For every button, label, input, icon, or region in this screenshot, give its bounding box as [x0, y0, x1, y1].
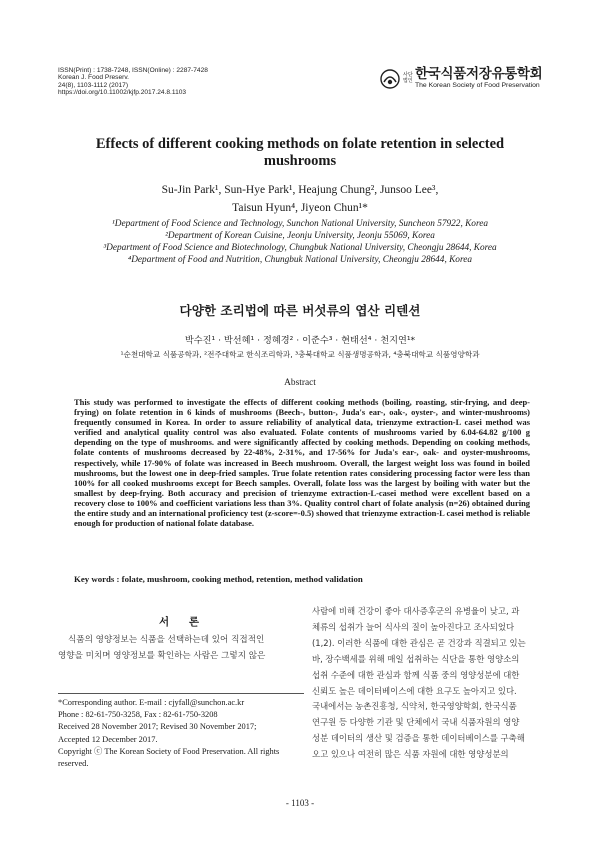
journal-doi-link[interactable]: https://doi.org/10.11002/kjfp.2017.24.8.1103 [58, 88, 187, 96]
corresponding-footnote [58, 693, 304, 770]
body-line: 신뢰도 높은 데이터베이스에 대한 요구도 높아지고 있다. [312, 685, 517, 696]
body-line: 섭취 수준에 대한 관심과 함께 식품 중의 영양성분에 대한 [312, 669, 520, 680]
body-line: 식품의 영양정보는 식품을 선택하는데 있어 직접적인 [68, 635, 265, 645]
body-line: 영향을 미치며 영양정보를 확인하는 사람은 그렇지 않은 [58, 651, 266, 661]
right-column-body [312, 604, 548, 763]
received-date: Received 28 November 2017; Revised 30 November 2017; [58, 722, 257, 732]
accepted-date: Accepted 12 December 2017. [58, 734, 158, 744]
body-line: 바, 장수백세를 위해 매일 섭취하는 식단을 통한 영양소의 [312, 653, 520, 664]
society-name-en: The Korean Society of Food Preservation [415, 82, 540, 89]
society-header [380, 67, 542, 90]
corresponding-author: *Corresponding author. E-mail : cjyfall@sunchon.ac.kr [58, 698, 245, 707]
journal-meta [58, 67, 208, 96]
body-line: 연구원 등 다양한 기관 및 단체에서 국내 식품자원의 영양 [312, 717, 520, 728]
affiliation-2: ²Department of Korean Cuisine, Jeonju University, Jeonju 55069, Korea [165, 231, 435, 241]
authors-line-2: Taisun Hyun⁴, Jiyeon Chun¹* [232, 202, 368, 214]
society-small-label: 사단 법인 [403, 72, 413, 84]
journal-volume: 24(8), 1103-1112 (2017) [58, 81, 129, 89]
left-column-body [58, 632, 304, 664]
paper-title: Effects of different cooking methods on folate retention in selected mushrooms [95, 136, 505, 169]
body-line: (1,2). 이러한 식품에 대한 관심은 곧 건강과 직결되고 있는 [312, 637, 526, 648]
abstract-heading: Abstract [284, 378, 316, 388]
journal-issn: ISSN(Print) : 1738-7248, ISSN(Online) : 2287-7428 [58, 67, 208, 74]
affiliation-3: ³Department of Food Science and Biotechnology, Chungbuk National University, Cheongju 28644, Korea [103, 243, 497, 253]
body-line: 오고 있으나 여전히 많은 식품 자원에 대한 영양성분의 [312, 749, 509, 760]
authors-kr: 박수진¹ · 박선혜¹ · 정혜경² · 이준수³ · 현태선⁴ · 천지연¹* [184, 335, 416, 346]
copyright-notice: Copyright ⓒ The Korean Society of Food Preservation. All rights reserved. [58, 746, 280, 769]
body-line: 사람에 비해 건강이 좋아 대사증후군의 유병율이 낮고, 과 [312, 606, 520, 616]
society-emblem-icon [380, 69, 400, 89]
abstract-text: This study was performed to investigate the effects of different cooking methods (boiling, roasting, stir-frying, and deep-frying) on folate retention in 6 kinds of mushrooms (Beech-, button-, Juda's ear-, oak-, oyster-, and winter-mushrooms) frequently consumed in Korea. In order to assure reliability of analytical data, trienzyme extraction-L casei method was verified and analytical quality control was also evaluated. Folate contents of mushrooms varied by 6.04-64.82 g/100 g depending on the type of mushrooms. and were significantly affected by cooking methods. Depending on cooking methods, folate contents of mushrooms decreased by 22-48%, 2-31%, and 17-56% for Juda's ear-, oak- and oyster-mushrooms, respectively, while 17-90% of folate was increased in Beech mushroom. Overall, the largest weight loss was found in boiled mushrooms, but the lowest one in deep-fried samples. True folate retention rates considering processing factor were less than 100% for all cooked mushrooms except for Beech samples. Overall, folate loss was the largest by boiling with water but the smallest by deep-frying. Both accuracy and precision of trienzyme extraction-L-casei method were excellent based on a recovery close to 100% and coefficient variations less than 3%. Quality control chart of folate analysis (n=26) obtained during the entire study and an international proficiency test (z-score=-0.5) showed that trienzyme extraction-L casei method is reliable enough for production of national folate database. [74, 397, 530, 529]
society-name-kr: 한국식품저장유통학회 [415, 66, 543, 82]
body-line: 국내에서는 농촌진흥청, 식약처, 한국영양학회, 한국식품 [312, 701, 517, 712]
affiliation-4: ⁴Department of Food and Nutrition, Chungbuk National University, Cheongju 28644, Korea [127, 255, 473, 265]
paper-title-kr: 다양한 조리법에 따른 버섯류의 엽산 리텐션 [179, 303, 421, 318]
authors-line-1: Su-Jin Park¹, Sun-Hye Park¹, Heajung Chung², Junsoo Lee³, [161, 184, 439, 196]
page-number: - 1103 - [285, 798, 315, 808]
keywords: Key words : folate, mushroom, cooking method, retention, method validation [74, 574, 363, 584]
body-line: 체류의 섭취가 늘어 식사의 질이 높아진다고 조사되었다 [312, 621, 515, 632]
affiliation-1: ¹Department of Food Science and Technology, Sunchon National University, Suncheon 57922, Korea [112, 219, 488, 229]
affiliations-kr: ¹순천대학교 식품공학과, ²전주대학교 한식조리학과, ³충북대학교 식품생명공학과, ⁴충북대학교 식품영양학과 [120, 350, 480, 359]
phone-fax: Phone : 82-61-750-3258, Fax : 82-61-750-3208 [58, 710, 218, 720]
journal-name: Korean J. Food Preserv. [58, 74, 129, 82]
body-line: 성분 데이터의 생산 및 검증을 통한 데이터베이스를 구축해 [312, 733, 525, 744]
section-heading-introduction: 서 론 [159, 616, 207, 628]
